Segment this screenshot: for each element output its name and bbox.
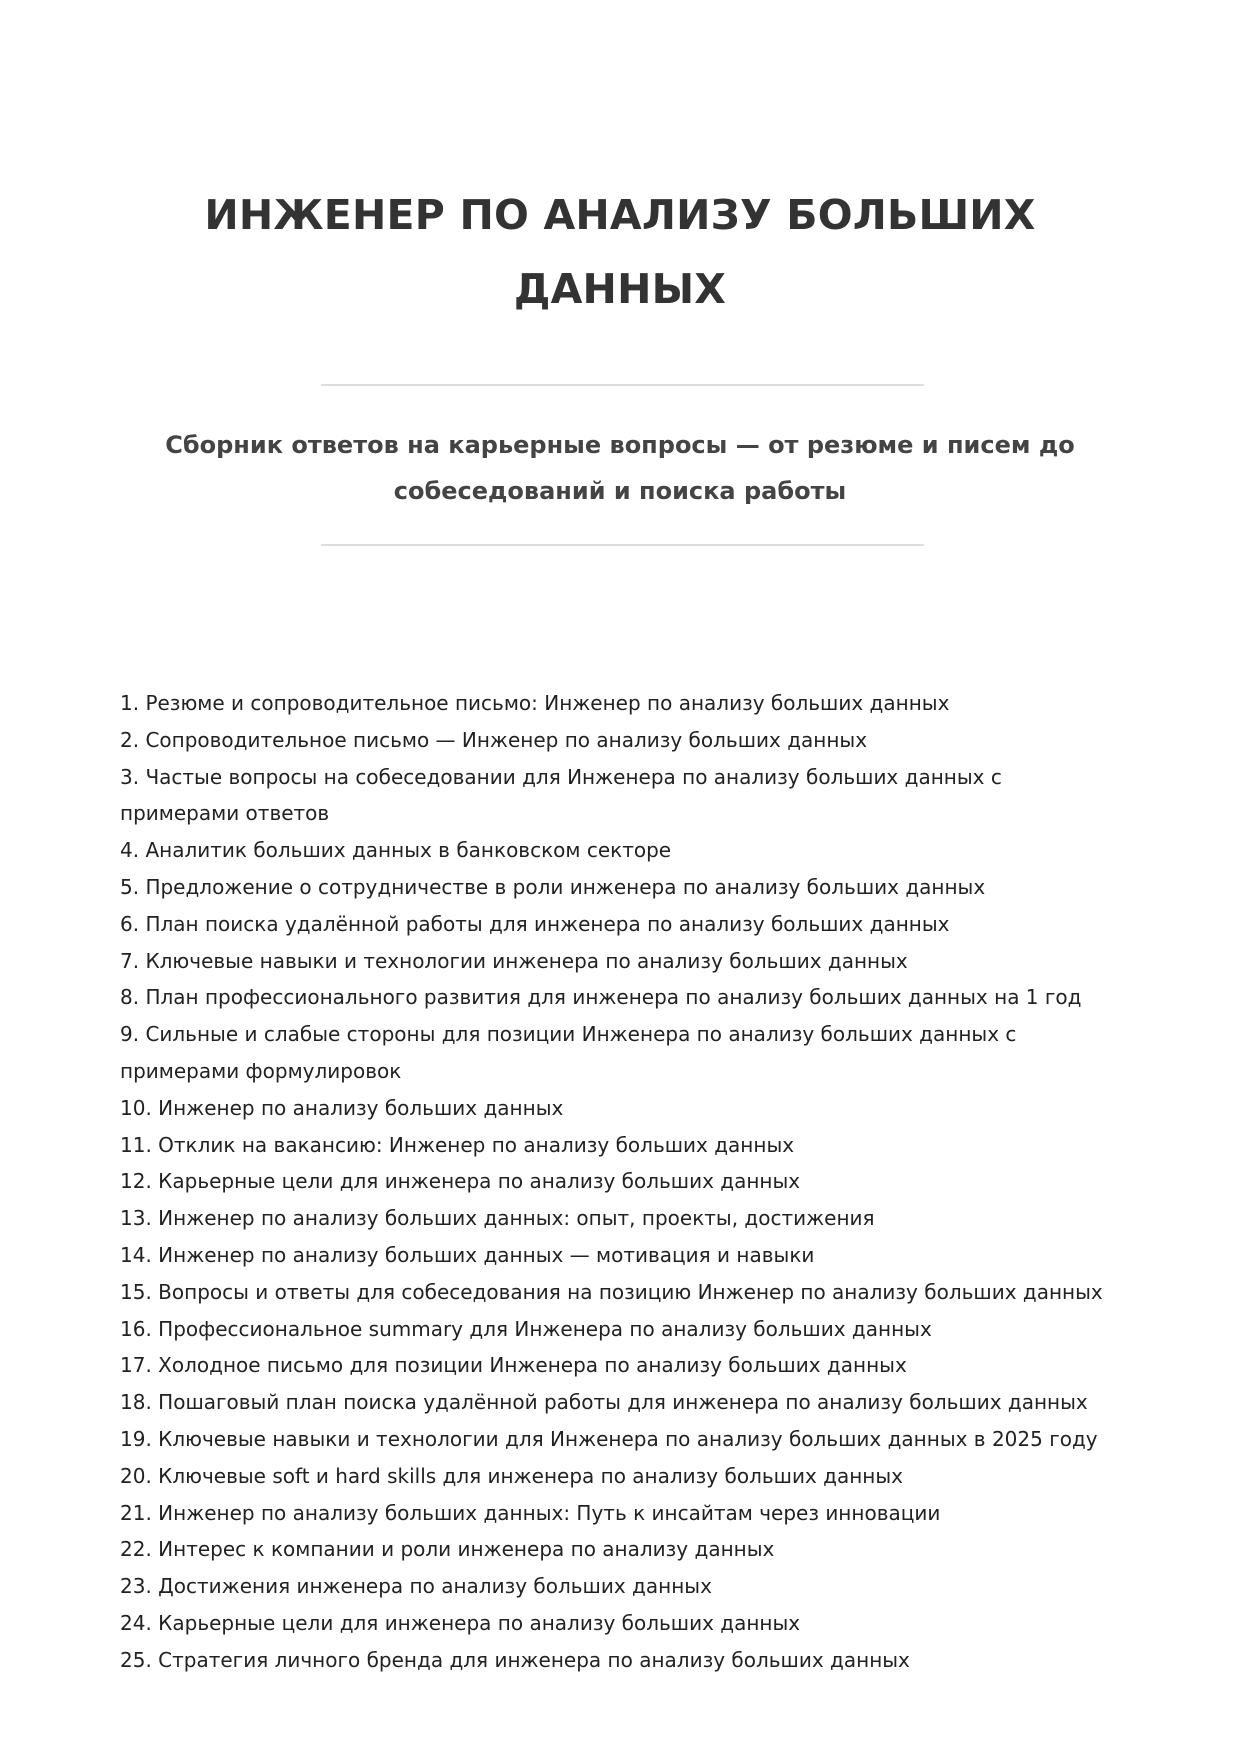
toc-item: 18. Пошаговый план поиска удалённой работы для инженера по анализу больших данных — [120, 1390, 1088, 1415]
toc-item: 13. Инженер по анализу больших данных: опыт, проекты, достижения — [120, 1206, 875, 1231]
divider-top — [321, 384, 924, 386]
toc-item: 2. Сопроводительное письмо — Инженер по анализу больших данных — [120, 727, 868, 752]
toc-item: 17. Холодное письмо для позиции Инженера по анализу больших данных — [120, 1353, 907, 1378]
table-of-contents — [120, 685, 1120, 1679]
toc-item: 16. Профессиональное summary для Инженера по анализу больших данных — [120, 1316, 932, 1341]
toc-item: 11. Отклик на вакансию: Инженер по анализу больших данных — [120, 1132, 795, 1157]
toc-item: 12. Карьерные цели для инженера по анализу больших данных — [120, 1169, 801, 1194]
toc-item: 24. Карьерные цели для инженера по анализу больших данных — [120, 1610, 801, 1635]
toc-item: 6. План поиска удалённой работы для инженера по анализу больших данных — [120, 911, 950, 936]
toc-item: 4. Аналитик больших данных в банковском секторе — [120, 838, 672, 863]
toc-item: 5. Предложение о сотрудничестве в роли инженера по анализу больших данных — [120, 874, 986, 899]
toc-item: 1. Резюме и сопроводительное письмо: Инженер по анализу больших данных — [120, 691, 950, 715]
toc-item: 25. Стратегия личного бренда для инженера по анализу больших данных — [120, 1647, 910, 1672]
toc-item: 23. Достижения инженера по анализу больших данных — [120, 1574, 712, 1599]
divider-bottom — [321, 544, 924, 546]
toc-item: 7. Ключевые навыки и технологии инженера по анализу больших данных — [120, 948, 908, 973]
page-subtitle: Сборник ответов на карьерные вопросы — от резюме и писем до собеседований и поиска работы — [165, 431, 1075, 505]
toc-item: 15. Вопросы и ответы для собеседования на позицию Инженер по анализу больших данных — [120, 1279, 1103, 1304]
toc-item: 3. Частые вопросы на собеседовании для Инженера по анализу больших данных с примерами ответов — [120, 764, 1002, 826]
page-title: ИНЖЕНЕР ПО АНАЛИЗУ БОЛЬШИХ ДАННЫХ — [204, 191, 1036, 313]
toc-item: 19. Ключевые навыки и технологии для Инженера по анализу больших данных в 2025 году — [120, 1426, 1098, 1451]
toc-item: 8. План профессионального развития для инженера по анализу больших данных на 1 год — [120, 985, 1082, 1010]
toc-item: 20. Ключевые soft и hard skills для инженера по анализу больших данных — [120, 1463, 903, 1488]
toc-item: 22. Интерес к компании и роли инженера по анализу данных — [120, 1537, 775, 1562]
toc-item: 10. Инженер по анализу больших данных — [120, 1095, 564, 1120]
toc-item: 21. Инженер по анализу больших данных: Путь к инсайтам через инновации — [120, 1500, 941, 1525]
toc-item: 14. Инженер по анализу больших данных — мотивация и навыки — [120, 1242, 815, 1267]
toc-item: 9. Сильные и слабые стороны для позиции Инженера по анализу больших данных с примерами формулировок — [120, 1022, 1017, 1083]
